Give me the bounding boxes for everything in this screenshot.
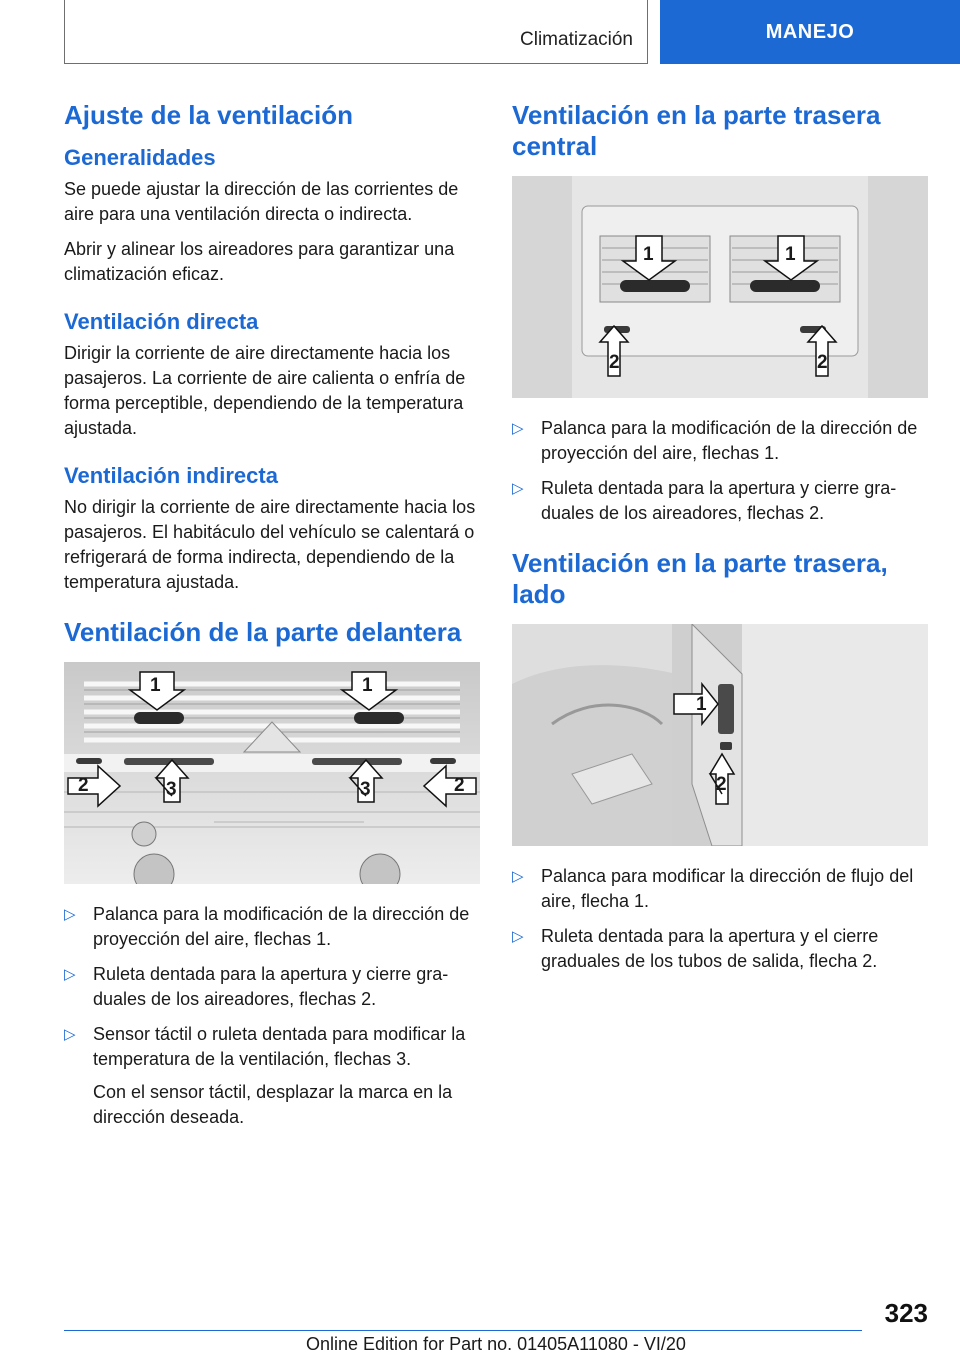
heading-ventilacion-indirecta: Ventilación indirecta	[64, 463, 278, 488]
front-vents-note: Con el sensor táctil, desplazar la marca en la dirección deseada.	[93, 1082, 453, 1127]
rear-side-vents-list	[512, 864, 930, 974]
callout-1-left: 1	[643, 244, 654, 265]
list-item: ▷ Sensor táctil o ruleta dentada para modificar la temperatura de la ventilación, flechas 3.	[64, 1024, 466, 1069]
paragraph-generalidades-1: Se puede ajustar la dirección de las corrientes de aire para una ventilación directa o indirecta.	[64, 179, 459, 224]
triangle-right-icon: ▷	[512, 480, 524, 497]
title-ventilacion-trasera-lado: Ventilación en la parte trasera, lado	[512, 548, 888, 609]
title-ventilacion-delantera: Ventilación de la parte delantera	[64, 617, 462, 647]
right-column	[512, 100, 930, 984]
triangle-right-icon: ▷	[512, 868, 524, 885]
chapter-tab[interactable]: MANEJO	[660, 0, 960, 64]
front-vents-image	[64, 662, 480, 884]
callout-3-left: 3	[166, 779, 177, 800]
callout-1: 1	[696, 694, 707, 715]
callout-2-right: 2	[817, 352, 828, 373]
callout-3-right: 3	[360, 779, 371, 800]
list-item: ▷ Palanca para la modificación de la dirección de proyección del aire, flechas 1.	[64, 904, 470, 949]
callout-2-left: 2	[78, 775, 89, 796]
title-ajuste-ventilacion: Ajuste de la ventilación	[64, 100, 353, 130]
list-item: ▷ Ruleta dentada para la apertura y cierre graduales de los aireadores, flechas 2.	[512, 478, 897, 523]
header-frame	[64, 0, 648, 64]
callout-2: 2	[716, 774, 727, 795]
callout-1-right: 1	[362, 675, 373, 696]
list-item: ▷ Ruleta dentada para la apertura y cierre graduales de los aireadores, flechas 2.	[64, 964, 449, 1009]
heading-generalidades: Generalidades	[64, 145, 216, 170]
front-vents-list	[64, 902, 482, 1072]
callout-1-left: 1	[150, 675, 161, 696]
triangle-right-icon: ▷	[64, 966, 76, 983]
section-title: Climatización	[520, 29, 633, 50]
heading-ventilacion-directa: Ventilación directa	[64, 309, 259, 334]
rear-side-vents-image	[512, 624, 928, 846]
triangle-right-icon: ▷	[64, 906, 76, 923]
triangle-right-icon: ▷	[512, 420, 524, 437]
triangle-right-icon: ▷	[64, 1026, 76, 1043]
paragraph-ventilacion-directa: Dirigir la corriente de aire directamente hacia los pasajeros. La corriente de aire calienta o enfría de forma perceptible, dependiendo de la temperatura ajustada.	[64, 343, 466, 438]
rear-center-vents-list	[512, 416, 930, 526]
list-item: ▷ Palanca para la modificación de la dirección de proyección del aire, flechas 1.	[512, 418, 918, 463]
list-item: ▷ Palanca para modificar la dirección de flujo del aire, flecha 1.	[512, 866, 914, 911]
title-ventilacion-trasera-central: Ventilación en la parte trasera central	[512, 100, 881, 161]
callout-1-right: 1	[785, 244, 796, 265]
paragraph-generalidades-2: Abrir y alinear los aireadores para garantizar una climatización eficaz.	[64, 239, 455, 284]
rear-center-vents-image	[512, 176, 928, 398]
callout-2-left: 2	[609, 352, 620, 373]
page-number: 323	[884, 1298, 928, 1328]
paragraph-ventilacion-indirecta: No dirigir la corriente de aire directamente hacia los pasajeros. El habitáculo del vehículo se calentará o refrigerará de forma indirecta, dependiendo de la temperatura ajustada.	[64, 497, 476, 592]
left-column	[64, 100, 482, 1130]
footer-edition: Online Edition for Part no. 01405A11080 - VI/20	[306, 1334, 686, 1354]
callout-2-right: 2	[454, 775, 465, 796]
footer-divider	[64, 1330, 862, 1331]
list-item: ▷ Ruleta dentada para la apertura y el cierre graduales de los tubos de salida, flecha 2.	[512, 926, 879, 971]
triangle-right-icon: ▷	[512, 928, 524, 945]
